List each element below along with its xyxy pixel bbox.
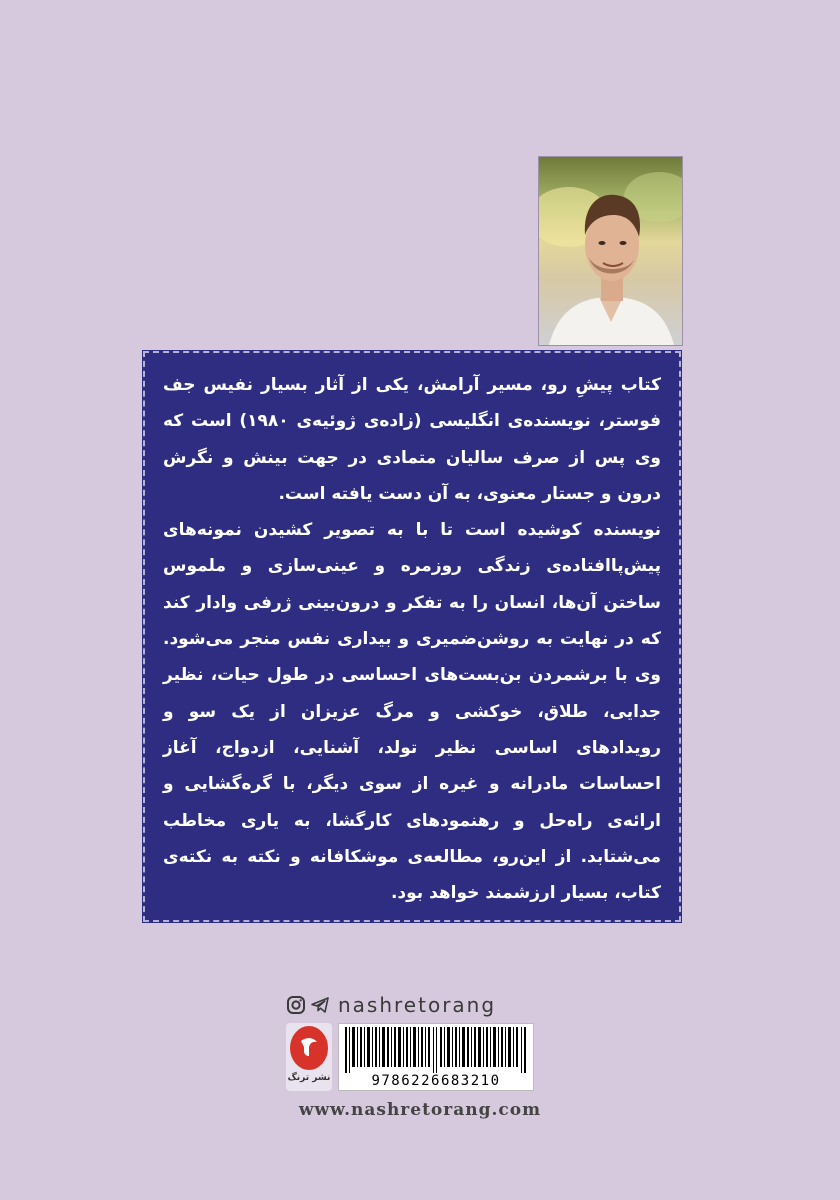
publisher-name: نشر ترنگ — [287, 1073, 331, 1083]
blurb-paragraph-1: کتاب پیشِ رو، مسیر آرامش، یکی از آثار بسیار نفیس جف فوستر، نویسنده‌ی انگلیسی (زاده‌ی ژوئیه‌ی ۱۹۸۰) است که وی پس از صرف سالیان متمادی در جهت بینش و نگرش درون و جستار معنوی، به آن دست یافته است. — [163, 375, 662, 504]
barcode-bars — [345, 1027, 529, 1073]
instagram-icon[interactable] — [286, 995, 306, 1015]
publisher-website[interactable]: www.nashretorang.com — [298, 1100, 542, 1120]
book-blurb — [163, 367, 661, 911]
publisher-logo — [286, 1023, 332, 1091]
isbn-number: 9786226683210 — [371, 1073, 501, 1089]
blurb-paragraph-2: نویسنده کوشیده است تا با به تصویر کشیدن نمونه‌های پیش‌پاافتاده‌ی زندگی روزمره و عینی‌سازی و ملموس ساختن آن‌ها، انسان را به تفکر و درون‌بینی ژرفی وادار کند که در نهایت به روشن‌ضمیری و بیداری نفس منجر می‌شود. وی با برشمردن بن‌بست‌های احساسی در طول حیات، نظیر جدایی، طلاق، خوکشی و مرگ عزیزان از یک سو و رویدادهای اساسی نظیر تولد، آشنایی، ازدواج، آغاز احساسات مادرانه و غیره از سوی دیگر، با گره‌گشایی و ارائه‌ی راه‌حل و رهنمودهای کارگشا، به یاری مخاطب می‌شتابد. از این‌رو، مطالعه‌ی موشکافانه و نکته به نکته‌ی کتاب، بسیار ارزشمند خواهد بود. — [163, 520, 661, 904]
isbn-barcode — [338, 1023, 534, 1091]
social-handle[interactable]: nashretorang — [338, 993, 497, 1017]
social-row — [286, 992, 556, 1018]
author-photo — [538, 156, 683, 346]
blurb-box — [143, 351, 681, 922]
telegram-icon[interactable] — [310, 995, 330, 1015]
